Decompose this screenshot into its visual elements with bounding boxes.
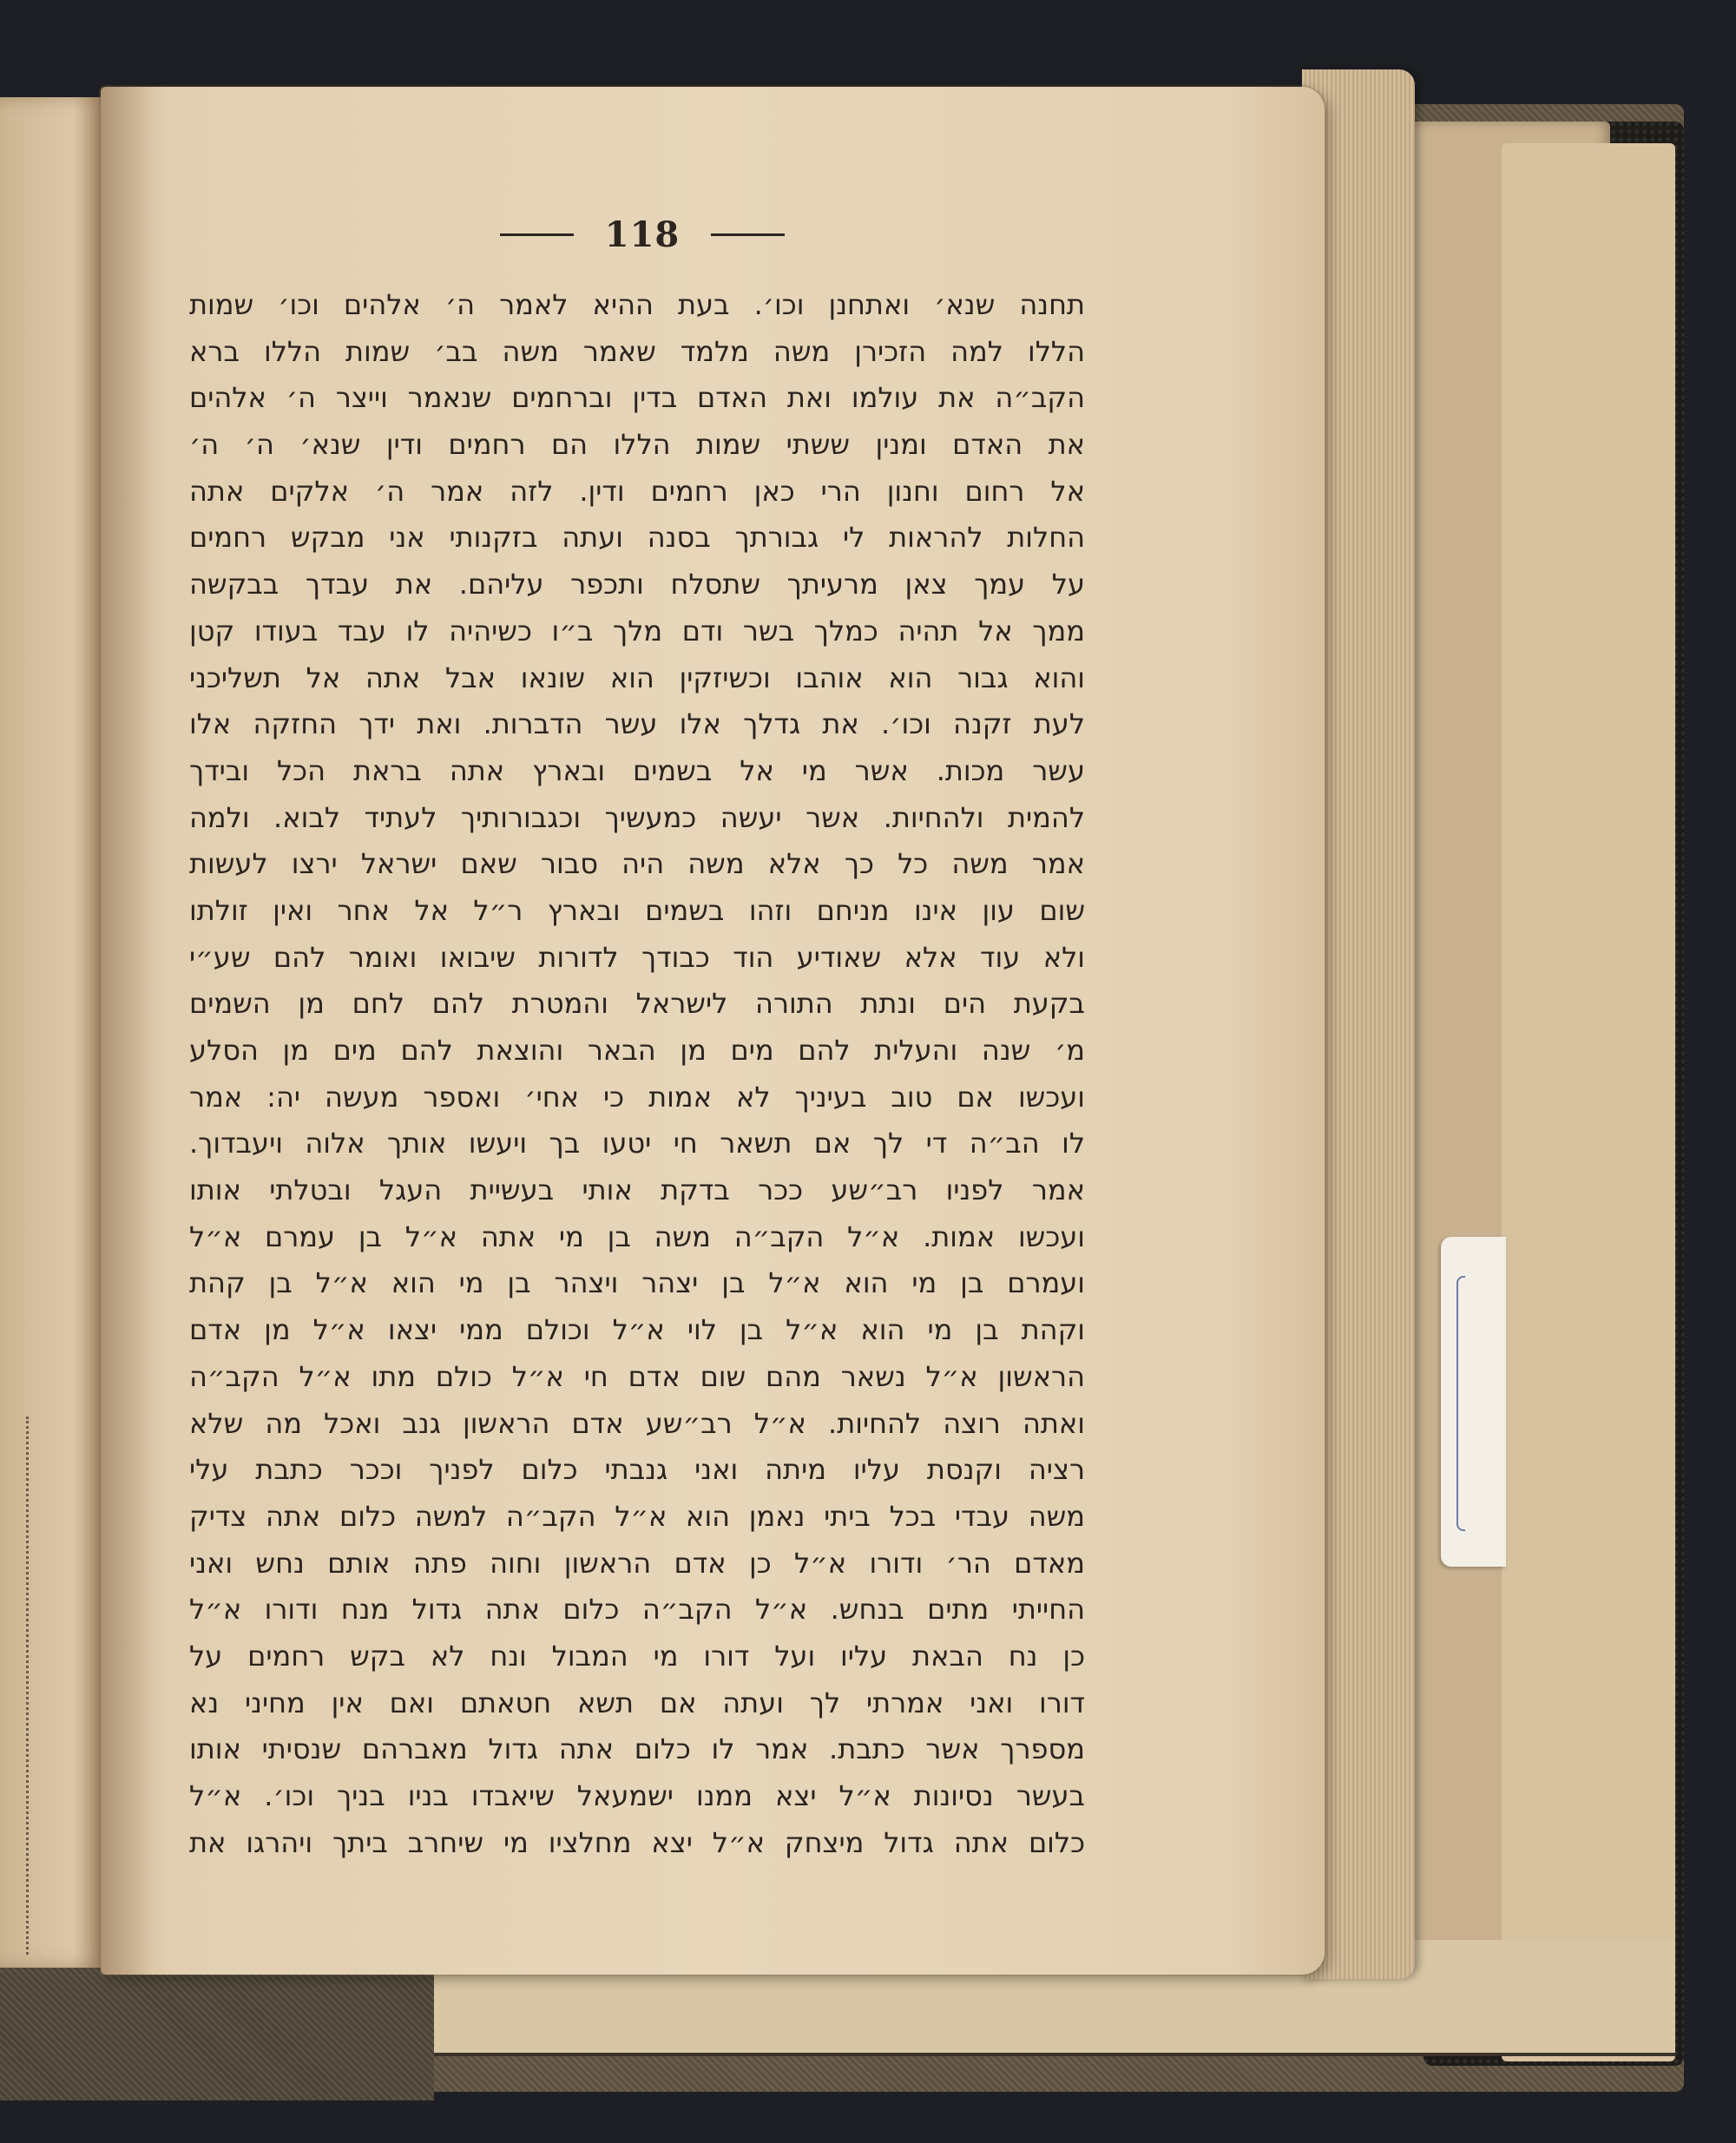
text-line: מ׳ שנה והעלית להם מים מן הבאר והוצאת להם מים מן הסלע xyxy=(189,1034,1085,1067)
library-slip xyxy=(1441,1237,1506,1567)
text-line: ולא עוד אלא שאודיע הוד כבודך לדורות שיבואו ואומר להם שע״י xyxy=(189,940,1085,974)
text-line: רציה וקנסת עליו מיתה ואני גנבתי כלום לפניך וככר כתבת עלי xyxy=(189,1453,1085,1487)
library-slip-border xyxy=(1457,1276,1465,1531)
page-header xyxy=(486,208,799,260)
text-line: משה עבדי בכל ביתי נאמן הוא א״ל הקב״ה למשה כלום אתה צדיק xyxy=(189,1499,1085,1533)
text-line: אל רחום וחנון הרי כאן רחמים ודין. לזה אמר ה׳ אלקים אתה xyxy=(189,474,1085,508)
text-line: תחנה שנא׳ ואתחנן וכו׳. בעת ההיא לאמר ה׳ אלהים וכו׳ שמות xyxy=(189,288,1085,321)
text-line: בעשר נסיונות א״ל יצא ממנו ישמעאל שיאבדו בניו בניך וכו׳. א״ל xyxy=(189,1779,1085,1812)
text-line: כלום אתה גדול מיצחק א״ל יצא מחלציו מי שיחרב ביתך ויהרגו את xyxy=(189,1825,1085,1859)
text-line: ועמרם בן מי הוא א״ל בן יצהר ויצהר בן מי הוא א״ל בן קהת xyxy=(189,1266,1085,1300)
text-line: אמר לפניו רב״שע ככר בדקת אותי בעשיית העגל ובטלתי אותו xyxy=(189,1173,1085,1207)
page-number: 118 xyxy=(604,214,681,255)
text-line: ועכשו אמות. א״ל הקב״ה משה בן מי אתה א״ל בן עמרם א״ל xyxy=(189,1219,1085,1253)
text-line: מספרך אשר כתבת. אמר לו כלום אתה גדול מאברהם שנסיתי אותו xyxy=(189,1732,1085,1766)
left-page xyxy=(0,97,104,1968)
text-line: לעת זקנה וכו׳. את גדלך אלו עשר הדברות. ואת ידך החזקה אלו xyxy=(189,707,1085,741)
text-line: החלות להראות לי גבורתך בסנה ועתה בזקנותי אני מבקש רחמים xyxy=(189,521,1085,555)
text-line: דורו ואני אמרתי לך ועתה אם תשא חטאתם ואם אין מחיני נא xyxy=(189,1686,1085,1719)
text-line: אמר משה כל כך אלא משה היה סבור שאם ישראל ירצו לעשות xyxy=(189,847,1085,881)
text-line: הקב״ה את עולמו ואת האדם בדין וברחמים שנאמר וייצר ה׳ אלהים xyxy=(189,381,1085,415)
endpaper-strip xyxy=(1502,143,1675,2061)
text-line: כן נח הבאת עליו ועל דורו מי המבול ונח לא בקש רחמים על xyxy=(189,1639,1085,1673)
text-line: החייתי מתים בנחש. א״ל הקב״ה כלום אתה גדול מנח ודורו א״ל xyxy=(189,1593,1085,1627)
text-line: הללו למה הזכירן משה מלמד שאמר משה בב׳ שמות הללו ברא xyxy=(189,334,1085,368)
text-line: ממך אל תהיה כמלך בשר ודם מלך ב״ו כשיהיה לו עבד בעודו קטן xyxy=(189,614,1085,648)
cloth-binding-bottom-left xyxy=(0,1953,434,2100)
text-line: שום עון אינו מניחם וזהו בשמים ובארץ ר״ל אל אחר ואין זולתו xyxy=(189,893,1085,927)
text-line: לו הב״ה די לך אם תשאר חי יטעו בך ויעשו אותך אלוה ויעבדוך. xyxy=(189,1127,1085,1160)
text-line: מאדם הר׳ ודורו א״ל כן אדם הראשון וחוה פתה אותם נחש ואני xyxy=(189,1546,1085,1580)
text-line: והוא גבור הוא אוהבו וכשיזקין הוא שונאו אבל אתה אל תשליכני xyxy=(189,661,1085,694)
text-line: ואתה רוצה להחיות. א״ל רב״שע אדם הראשון גנב ואכל מה שלא xyxy=(189,1406,1085,1440)
text-line: עשר מכות. אשר מי אל בשמים ובארץ אתה בראת הכל ובידך xyxy=(189,753,1085,787)
gutter-shadow xyxy=(101,87,153,1975)
header-dash-right xyxy=(711,233,785,236)
header-dash-left xyxy=(500,233,574,236)
text-line: הראשון א״ל נשאר מהם שום אדם חי א״ל כולם מתו א״ל הקב״ה xyxy=(189,1359,1085,1393)
body-text xyxy=(189,282,1085,1866)
text-line: את האדם ומנין ששתי שמות הללו הם רחמים ודין שנא׳ ה׳ ה׳ xyxy=(189,428,1085,462)
left-page-marks xyxy=(26,1417,37,1955)
text-line: בקעת הים ונתת התורה לישראל והמטרת להם לחם מן השמים xyxy=(189,987,1085,1021)
text-line: וקהת בן מי הוא א״ל בן לוי א״ל וכולם ממי יצאו א״ל מן אדם xyxy=(189,1313,1085,1347)
text-line: על עמך צאן מרעיתך שתסלח ותכפר עליהם. את עבדך בבקשה xyxy=(189,568,1085,601)
text-line: ועכשו אם טוב בעיניך לא אמות כי אחי׳ ואספר מעשה יה: אמר xyxy=(189,1080,1085,1114)
text-line: להמית ולהחיות. אשר יעשה כמעשיך וכגבורותיך לעתיד לבוא. ולמה xyxy=(189,800,1085,834)
